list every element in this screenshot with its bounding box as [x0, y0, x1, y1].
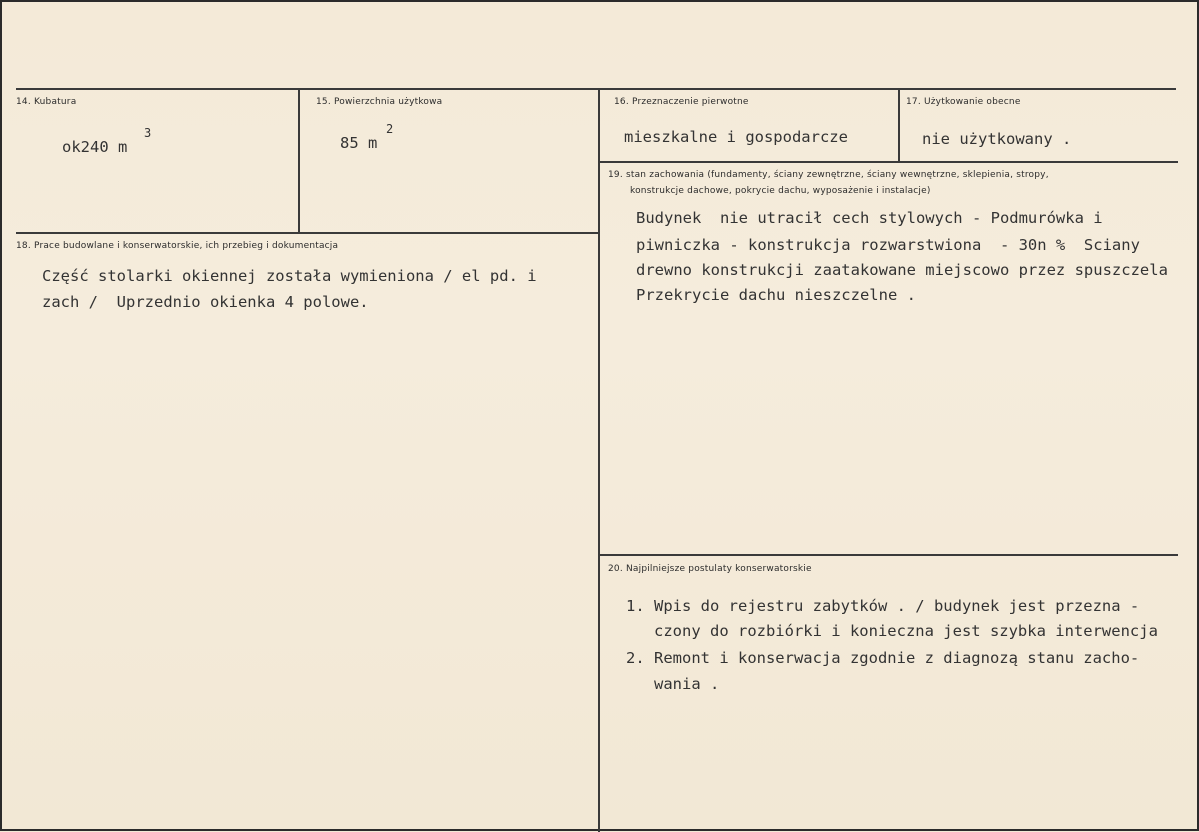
field-14-label: 14. Kubatura [16, 97, 77, 107]
field-19-label-line-1: 19. stan zachowania (fundamenty, ściany zewnętrzne, ściany wewnętrzne, sklepienia, stropy, [608, 170, 1049, 180]
field-16-label: 16. Przeznaczenie pierwotne [614, 97, 749, 107]
top-rule [16, 88, 1176, 90]
rule-below-14-15 [16, 232, 598, 234]
field-20-line-1: 1. Wpis do rejestru zabytków . / budynek jest przezna - [626, 597, 1140, 615]
field-15-label: 15. Powierzchnia użytkowa [316, 97, 443, 107]
field-16-value: mieszkalne i gospodarcze [624, 128, 848, 146]
field-19-line-2: piwniczka - konstrukcja rozwarstwiona - 30n % Sciany [636, 236, 1140, 254]
field-20-label: 20. Najpilniejsze postulaty konserwatorskie [608, 564, 812, 574]
field-20-line-2: czony do rozbiórki i konieczna jest szybka interwencja [626, 622, 1158, 640]
field-20-line-3: 2. Remont i konserwacja zgodnie z diagnozą stanu zacho- [626, 649, 1140, 667]
field-14-value: ok240 m [62, 138, 128, 156]
divider-16-17 [898, 90, 900, 162]
divider-14-15 [298, 90, 300, 233]
field-18-label: 18. Prace budowlane i konserwatorskie, ich przebieg i dokumentacja [16, 241, 339, 251]
field-19-line-1: Budynek nie utracił cech stylowych - Podmurówka i [636, 209, 1103, 227]
field-19-label-line-2: konstrukcje dachowe, pokrycie dachu, wyposażenie i instalacje) [630, 186, 931, 196]
field-20-line-4: wania . [626, 675, 720, 693]
divider-main [598, 90, 600, 832]
field-15-value: 85 m [340, 134, 378, 152]
field-14-superscript: 3 [144, 126, 152, 140]
field-18-line-2: zach / Uprzednio okienka 4 polowe. [42, 293, 369, 311]
field-18-line-1: Część stolarki okiennej została wymieniona / el pd. i [42, 267, 537, 285]
field-17-value: nie użytkowany . [922, 130, 1072, 148]
field-19-line-3: drewno konstrukcji zaatakowane miejscowo przez spuszczela [636, 261, 1168, 279]
rule-below-16-17 [600, 161, 1178, 163]
field-17-label: 17. Użytkowanie obecne [906, 97, 1021, 107]
field-19-line-4: Przekrycie dachu nieszczelne . [636, 286, 916, 304]
field-15-superscript: 2 [386, 122, 394, 136]
rule-below-19 [600, 554, 1178, 556]
